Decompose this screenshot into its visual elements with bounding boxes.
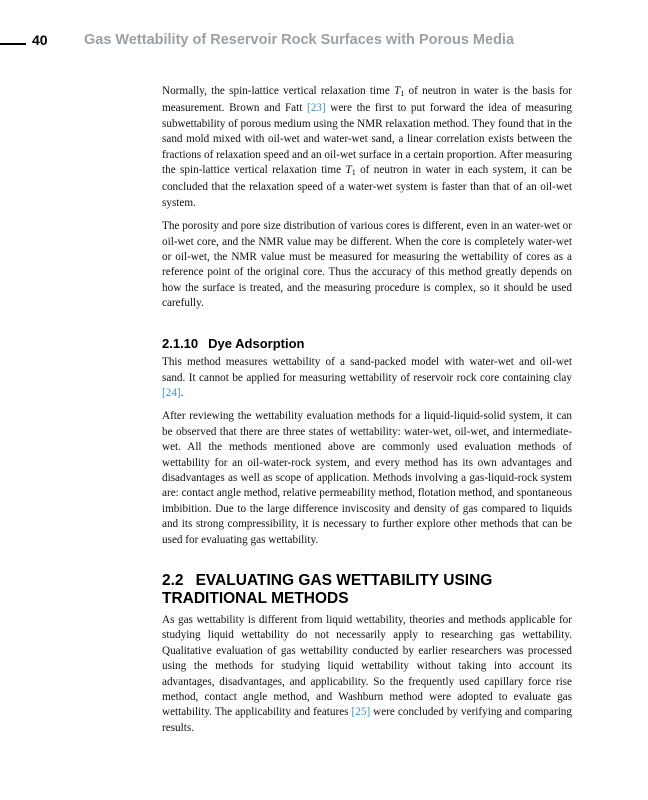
section-title: EVALUATING GAS WETTABILITY USING TRADITIONAL METHODS [162, 571, 493, 607]
text: This method measures wettability of a sand-packed model with water-wet and oil-wet sand. It cannot be applied for measuring wettability of reservoir rock core containing clay [162, 356, 572, 384]
section-title: Dye Adsorption [208, 335, 305, 351]
section-number: 2.1.10 [162, 335, 199, 351]
page-number: 40 [32, 32, 48, 48]
text: were the first to put forward the idea of measuring subwettability of porous medium using the NMR relaxation method. They found that in the sand mold mixed with oil-wet and water-wet sand, a linear correlation exists between the fractions of relaxation speed and an oil-wet surface in a certain proportion. After measuring the spin-lattice vertical relaxation time [162, 102, 572, 177]
text: . [180, 386, 184, 399]
paragraph-nmr-relaxation [162, 84, 572, 211]
running-header [0, 28, 648, 52]
symbol: T [345, 164, 352, 177]
running-title: Gas Wettability of Reservoir Rock Surfaces with Porous Media [84, 32, 515, 48]
paragraph-gas-wettability [162, 613, 572, 736]
main-text [162, 84, 572, 744]
paragraph-porosity: The porosity and pore size distribution of various cores is different, even in an water-wet or oil-wet core, and the NMR value may be different. When the core is completely water-wet or oil-wet, the NMR value must be measured for measuring the wettability of cores as a reference point of the original core. Thus the accuracy of this method greatly depends on how the surface is treated, and the measuring procedure is complex, so it should be used carefully. [162, 220, 572, 310]
paragraph-dye-adsorption [162, 355, 572, 401]
text: of neutron in water in each system, it can be concluded that the relaxation speed of a water-wet system is faster than that of an oil-wet system. [162, 164, 572, 209]
symbol: T [394, 85, 401, 97]
section-heading-dye-adsorption [162, 336, 572, 351]
text: As gas wettability is different from liquid wettability, theories and methods applicable for studying liquid wettability do not necessarily apply to researching gas wettability. Qualitative evaluation of gas wettability conducted by earlier researchers was processed using the methods for studying liquid wettability without taking into account its advantages, disadvantages, and applicability. So the frequently used capillary force rise method, contact angle method, and Washburn method were adopted to evaluate gas wettability. The applicability and features [162, 613, 572, 719]
citation-link[interactable]: [25] [351, 706, 371, 719]
text: were concluded by verifying and comparing results. [162, 706, 572, 734]
text: Normally, the spin-lattice vertical relaxation time [162, 85, 395, 97]
section-number: 2.2 [162, 571, 184, 589]
text: of neutron in water is the basis for measurement. Brown and Fatt [162, 85, 572, 115]
paragraph-review-methods: After reviewing the wettability evaluation methods for a liquid-liquid-solid system, it can be observed that there are three states of wettability: water-wet, oil-wet, and intermediate-wet. All the methods mentioned above are commonly used evaluation methods of wettability for an oil-water-rock system, and every method has its own advantages and disadvantages as well as scope of application. Methods involving a gas-liquid-rock system are: contact angle method, relative permeability method, flotation method, and spontaneous imbibition. Due to the large difference inviscosity and density of gas compared to liquids and its strong compressibility, it is necessary to further explore other methods that can be used for evaluating gas wettability. [162, 410, 572, 546]
subscript: 1 [351, 168, 356, 178]
section-heading-traditional-methods [162, 572, 572, 608]
header-rule [0, 43, 26, 45]
citation-link[interactable]: [23] [306, 102, 326, 115]
subscript: 1 [400, 89, 405, 98]
citation-link[interactable]: [24] [162, 386, 181, 399]
